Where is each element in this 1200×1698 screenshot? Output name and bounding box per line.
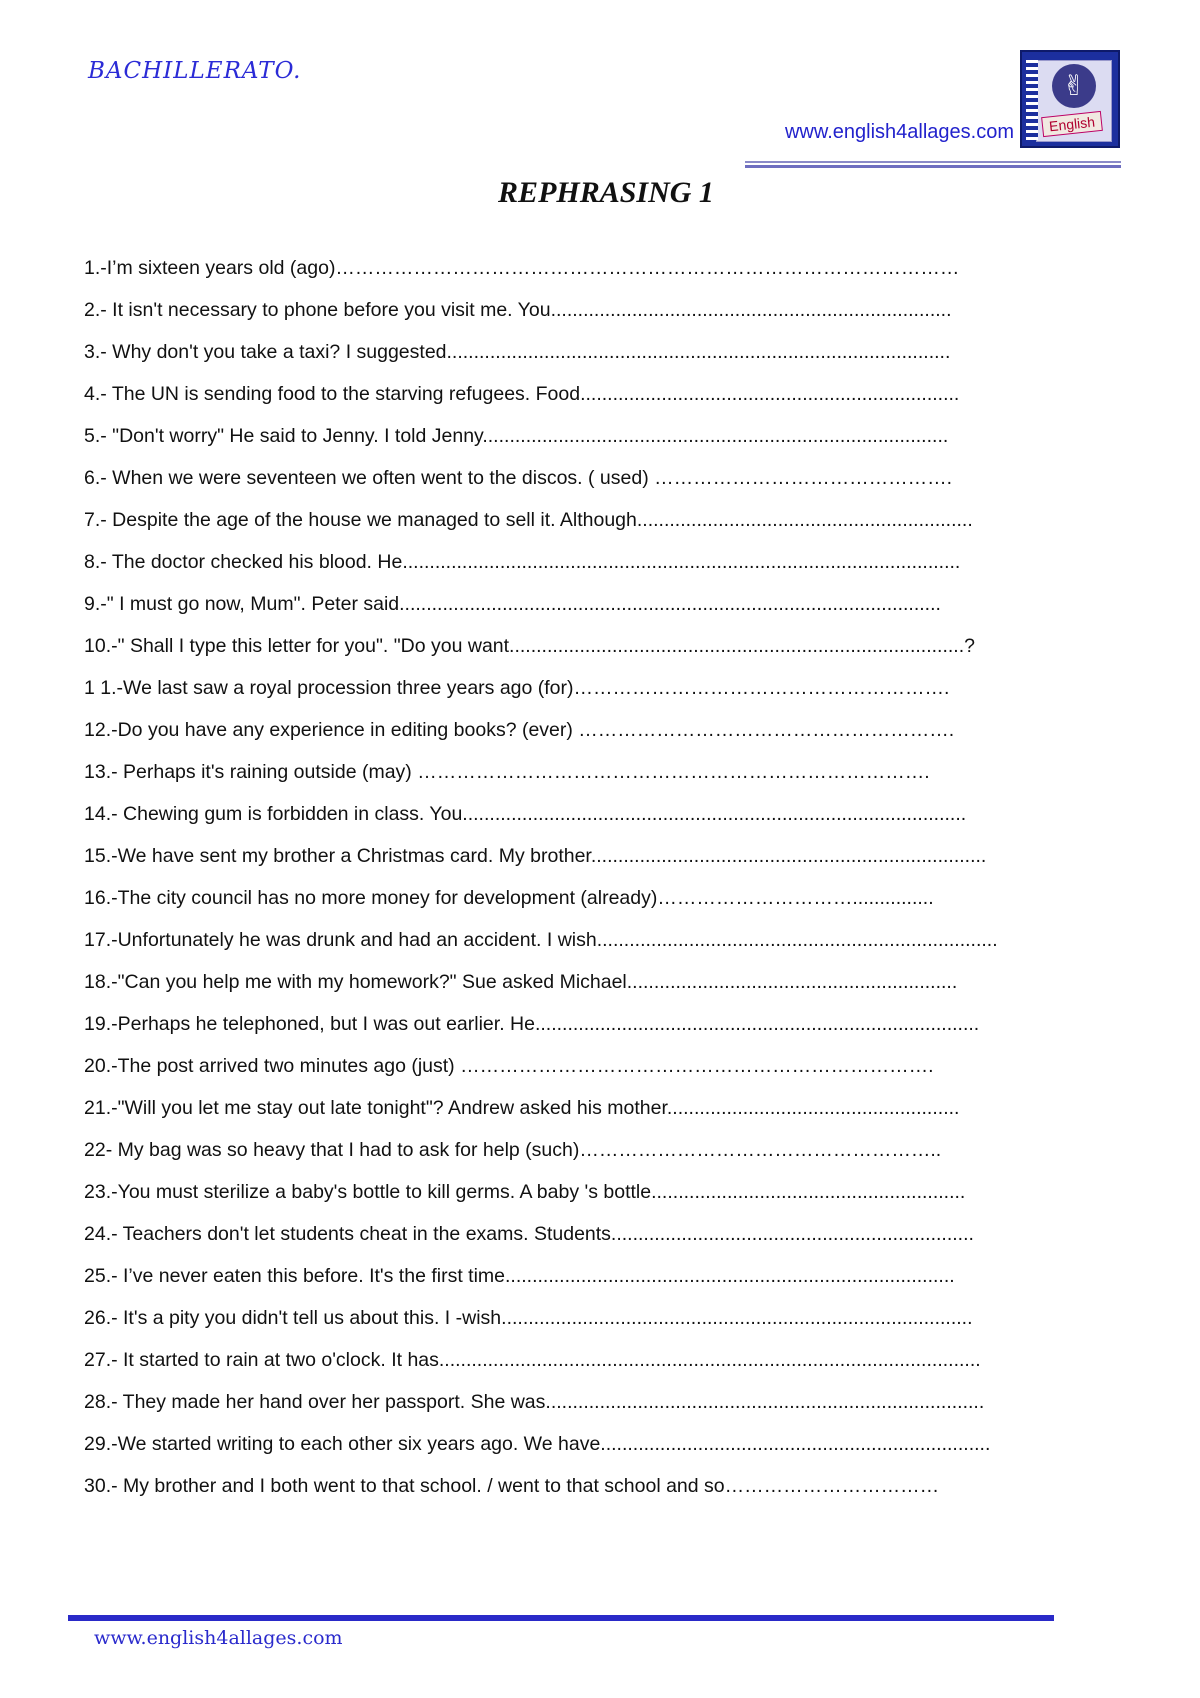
exercise-item: 1.-I’m sixteen years old (ago)…………………………………………………………………………………… [84, 257, 960, 279]
exercise-item: 24.- Teachers don't let students cheat in the exams. Students................................................................... [84, 1223, 974, 1245]
exercise-item: 1 1.-We last saw a royal procession three years ago (for)…………………………………………………. [84, 677, 950, 699]
exercise-item: 27.- It started to rain at two o'clock. It has.................................................................................................... [84, 1349, 981, 1371]
exercise-item: 8.- The doctor checked his blood. He....................................................................................................... [84, 551, 961, 573]
exercise-item: 12.-Do you have any experience in editing books? (ever) …………………………………………………. [84, 719, 955, 741]
exercise-item: 23.-You must sterilize a baby's bottle to kill germs. A baby 's bottle.......................................................... [84, 1181, 966, 1203]
exercise-item: 28.- They made her hand over her passport. She was................................................................................. [84, 1391, 985, 1413]
footer-divider [68, 1615, 1054, 1621]
header-label: BACHILLERATO. [88, 58, 302, 84]
exercise-item: 21.-"Will you let me stay out late tonight"? Andrew asked his mother...................................................... [84, 1097, 960, 1119]
exercise-item: 16.-The city council has no more money for development (already)…………………………............... [84, 887, 934, 909]
exercise-item: 20.-The post arrived two minutes ago (just) ………………………………………………………………. [84, 1055, 934, 1077]
logo-spiral-binding [1026, 60, 1038, 140]
english-logo [1020, 50, 1120, 148]
header-url-link[interactable]: www.english4allages.com [784, 121, 1014, 143]
exercise-item: 17.-Unfortunately he was drunk and had an accident. I wish.......................................................................... [84, 929, 998, 951]
exercise-item: 6.- When we were seventeen we often went to the discos. ( used) ………………………………………. [84, 467, 953, 489]
logo-badge: English [1041, 111, 1103, 137]
exercise-item: 10.-" Shall I type this letter for you". "Do you want....................................................................................? [84, 635, 975, 657]
exercise-item: 25.- I’ve never eaten this before. It's the first time................................................................................... [84, 1265, 955, 1287]
victory-hand-icon: ✌ [1052, 64, 1096, 108]
exercise-item: 19.-Perhaps he telephoned, but I was out earlier. He.................................................................................. [84, 1013, 980, 1035]
page-title: REPHRASING 1 [498, 176, 714, 209]
exercise-list [84, 256, 1124, 1516]
exercise-item: 2.- It isn't necessary to phone before you visit me. You.......................................................................... [84, 299, 952, 321]
exercise-item: 29.-We started writing to each other six years ago. We have........................................................................ [84, 1433, 991, 1455]
exercise-item: 30.- My brother and I both went to that school. / went to that school and so…………………………… [84, 1475, 940, 1497]
header-divider [745, 161, 1121, 168]
exercise-item: 26.- It's a pity you didn't tell us about this. I -wish....................................................................................... [84, 1307, 973, 1329]
exercise-item: 15.-We have sent my brother a Christmas card. My brother......................................................................... [84, 845, 987, 867]
exercise-item: 5.- "Don't worry" He said to Jenny. I told Jenny...................................................................................... [84, 425, 949, 447]
exercise-item: 13.- Perhaps it's raining outside (may) ……………………………………………………………………. [84, 761, 930, 783]
exercise-item: 22- My bag was so heavy that I had to ask for help (such)……………………………………………….. [84, 1139, 942, 1161]
exercise-item: 14.- Chewing gum is forbidden in class. You............................................................................................. [84, 803, 967, 825]
exercise-item: 9.-" I must go now, Mum". Peter said.................................................................................................... [84, 593, 941, 615]
exercise-item: 18.-"Can you help me with my homework?" Sue asked Michael............................................................. [84, 971, 958, 993]
exercise-item: 3.- Why don't you take a taxi? I suggested............................................................................................. [84, 341, 951, 363]
exercise-item: 7.- Despite the age of the house we managed to sell it. Although.............................................................. [84, 509, 973, 531]
exercise-item: 4.- The UN is sending food to the starving refugees. Food...................................................................... [84, 383, 960, 405]
footer-url-link[interactable]: www.english4allages.com [94, 1627, 343, 1649]
